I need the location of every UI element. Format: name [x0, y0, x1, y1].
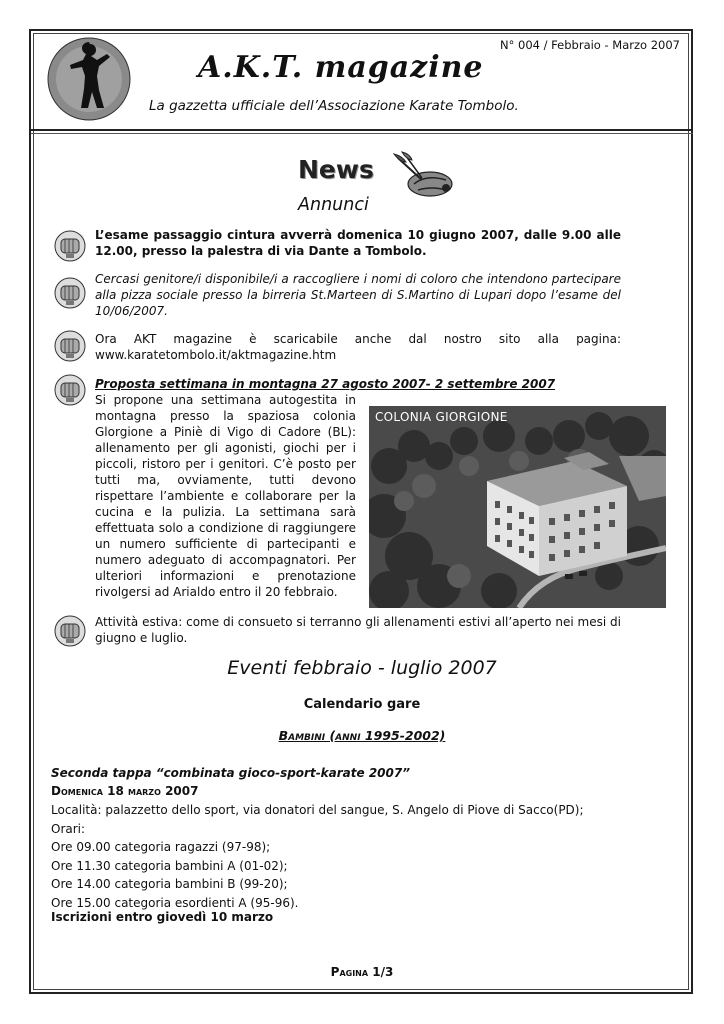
- colonia-photo: [369, 406, 666, 608]
- magazine-subtitle: La gazzetta ufficiale dell’Associazione Karate Tombolo.: [149, 98, 519, 114]
- magazine-title: A.K.T. magazine: [198, 50, 484, 85]
- fist-bullet-icon: [53, 329, 87, 363]
- header-divider: [31, 129, 693, 131]
- schedule-line: Ore 14.00 categoria bambini B (99-20);: [51, 877, 288, 891]
- fist-bullet-icon: [53, 276, 87, 310]
- seconda-tappa: Seconda tappa “combinata gioco-sport-karate 2007”: [51, 766, 410, 780]
- proposta-body: Si propone una settimana autogestita in montagna presso la spaziosa colonia Glorgione a Piniè di Vigo di Cadore (BL): allenamento per gli agonisti, giochi per i piccoli, ristoro per i genitori. C’è posto per tutti ma, ovviamente, tutti devono rispettare l’ambiente e collaborare per la cucina e la pulizia. La settimana sarà effettuata solo a condizione di raggiungere un numero sufficiente di partecipanti e numero adeguato di accompagnatori. Per ulteriori informazioni e prenotazione rivolgersi ad Arialdo entro il 20 febbraio.: [95, 393, 356, 599]
- event-location: Località: palazzetto dello sport, via donatori del sangue, S. Angelo di Piove di Sacco(PD);: [51, 803, 584, 817]
- bambini-heading: Bambini (anni 1995-2002): [278, 728, 446, 743]
- header-divider-thin: [31, 133, 693, 134]
- karate-logo-icon: [46, 36, 132, 122]
- news-heading: News: [298, 155, 374, 184]
- annunci-heading: Annunci: [298, 195, 369, 215]
- news-feathers-icon: [388, 150, 458, 202]
- issue-number: N° 004 / Febbraio - Marzo 2007: [500, 38, 680, 52]
- proposta-title: Proposta settimana in montagna 27 agosto 2007- 2 settembre 2007: [95, 377, 556, 391]
- photo-caption: COLONIA GIORGIONE: [375, 410, 508, 424]
- annuncio-esame: L’esame passaggio cintura avverrà domenica 10 giugno 2007, dalle 9.00 alle 12.00, presso la palestra di via Dante a Tombolo.: [95, 228, 621, 258]
- fist-bullet-icon: [53, 373, 87, 407]
- iscrizioni-deadline: Iscrizioni entro giovedì 10 marzo: [51, 910, 274, 924]
- annuncio-download: Ora AKT magazine è scaricabile anche dal nostro sito alla pagina: www.karatetombolo.it/aktmagazine.htm: [95, 332, 621, 362]
- schedule-line: Ore 09.00 categoria ragazzi (97-98);: [51, 840, 271, 854]
- annuncio-estiva: Attività estiva: come di consueto si terranno gli allenamenti estivi all’aperto nei mesi di giugno e luglio.: [95, 615, 621, 645]
- eventi-heading: Eventi febbraio - luglio 2007: [227, 657, 497, 679]
- event-date: Domenica 18 marzo 2007: [51, 784, 199, 798]
- fist-bullet-icon: [53, 229, 87, 263]
- page-number: Pagina 1/3: [330, 965, 394, 979]
- colonia-photo-image: [369, 406, 666, 608]
- calendario-heading: Calendario gare: [303, 697, 421, 712]
- fist-bullet-icon: [53, 614, 87, 648]
- orari-label: Orari:: [51, 822, 86, 836]
- annuncio-pizza: Cercasi genitore/i disponibile/i a raccogliere i nomi di coloro che intendono partecipare alla pizza sociale presso la birreria St.Marteen di S.Martino di Lupari dopo l’esame del 10/06/2007.: [95, 272, 621, 318]
- schedule-line: Ore 15.00 categoria esordienti A (95-96).: [51, 896, 299, 910]
- schedule-line: Ore 11.30 categoria bambini A (01-02);: [51, 859, 288, 873]
